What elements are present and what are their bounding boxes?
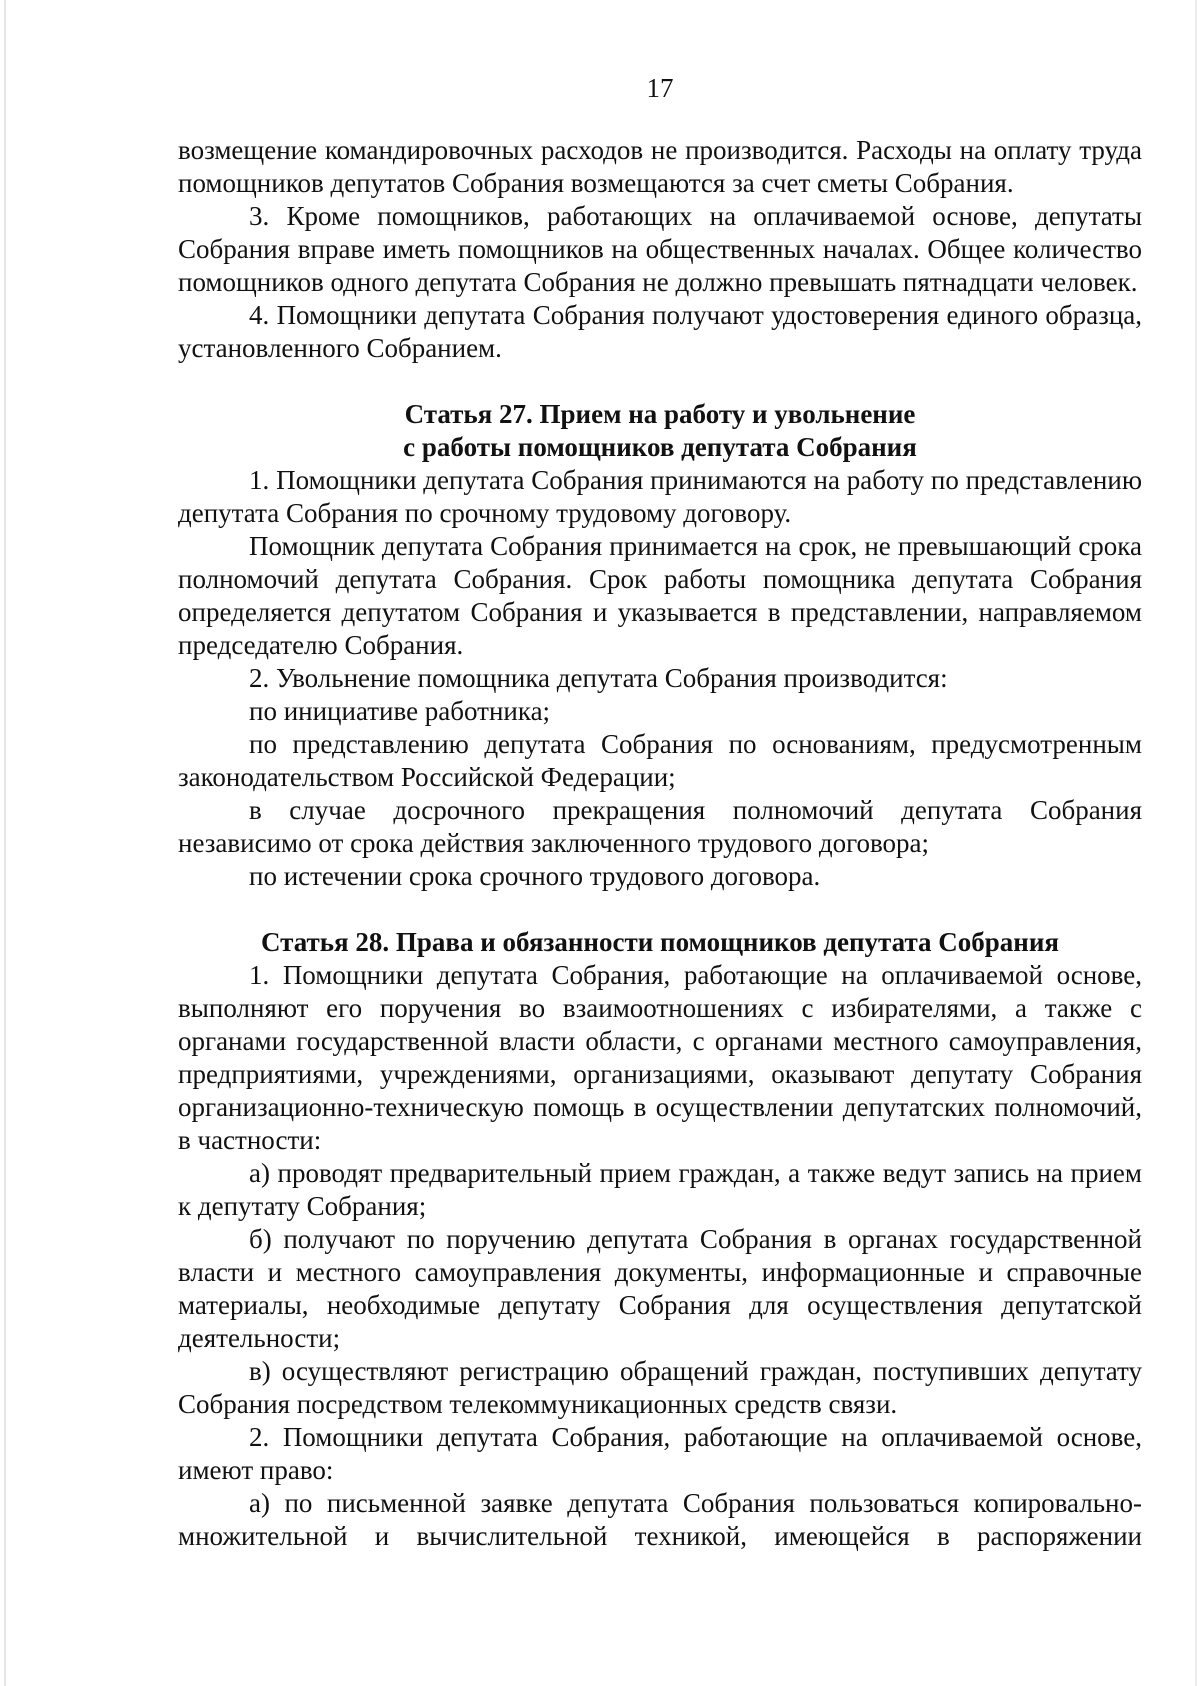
paragraph: 2. Увольнение помощника депутата Собрания производится: xyxy=(249,663,948,693)
paragraph: 3. Кроме помощников, работающих на оплачиваемой основе, депутаты Собрания вправе иметь помощников на общественных началах. Общее количество помощников одного депутата Собрания не должно превышать пятнадцати человек. xyxy=(178,201,1142,297)
paragraph: а) по письменной заявке депутата Собрания пользоваться копировально-множительной и вычислительной техникой, имеющейся в распоряжении xyxy=(178,1488,1142,1551)
paragraph: по истечении срока срочного трудового договора. xyxy=(249,861,821,891)
paragraph: в) осуществляют регистрацию обращений граждан, поступивших депутату Собрания посредством телекоммуникационных средств связи. xyxy=(178,1356,1142,1419)
scan-edge-left xyxy=(4,0,6,1686)
page-number: 17 xyxy=(646,73,674,103)
paragraph: 2. Помощники депутата Собрания, работающие на оплачиваемой основе, имеют право: xyxy=(178,1422,1142,1485)
paragraph: возмещение командировочных расходов не производится. Расходы на оплату труда помощников депутатов Собрания возмещаются за счет сметы Собрания. xyxy=(178,135,1142,198)
paragraph: а) проводят предварительный прием граждан, а также ведут запись на прием к депутату Собрания; xyxy=(178,1158,1142,1221)
spacer xyxy=(178,893,1142,926)
spacer xyxy=(178,365,1142,398)
paragraph: в случае досрочного прекращения полномочий депутата Собрания независимо от срока действия заключенного трудового договора; xyxy=(178,795,1142,858)
article-28-title: Статья 28. Права и обязанности помощников депутата Собрания xyxy=(260,927,1060,957)
article-27-title-line2: с работы помощников депутата Собрания xyxy=(403,432,917,462)
paragraph: по инициативе работника; xyxy=(249,696,551,726)
document-body xyxy=(178,134,1142,1553)
paragraph: б) получают по поручению депутата Собрания в органах государственной власти и местного самоуправления документы, информационные и справочные материалы, необходимые депутату Собрания для осуществления депутатской деятельности; xyxy=(178,1224,1142,1353)
paragraph: 1. Помощники депутата Собрания принимаются на работу по представлению депутата Собрания по срочному трудовому договору. xyxy=(178,465,1142,528)
paragraph: Помощник депутата Собрания принимается на срок, не превышающий срока полномочий депутата Собрания. Срок работы помощника депутата Собрания определяется депутатом Собрания и указывается в представлении, направляемом председателю Собрания. xyxy=(178,531,1142,660)
scan-edge-right xyxy=(1195,0,1197,1686)
paragraph: 1. Помощники депутата Собрания, работающие на оплачиваемой основе, выполняют его поручения во взаимоотношениях с избирателями, а также с органами государственной власти области, с органами местного самоуправления, предприятиями, учреждениями, организациями, оказывают депутату Собрания организационно-техническую помощь в осуществлении депутатских полномочий, в частности: xyxy=(178,960,1142,1155)
article-27-title-line1: Статья 27. Прием на работу и увольнение xyxy=(404,399,916,429)
paragraph: 4. Помощники депутата Собрания получают удостоверения единого образца, установленного Собранием. xyxy=(178,300,1142,363)
paragraph: по представлению депутата Собрания по основаниям, предусмотренным законодательством Российской Федерации; xyxy=(178,729,1142,792)
